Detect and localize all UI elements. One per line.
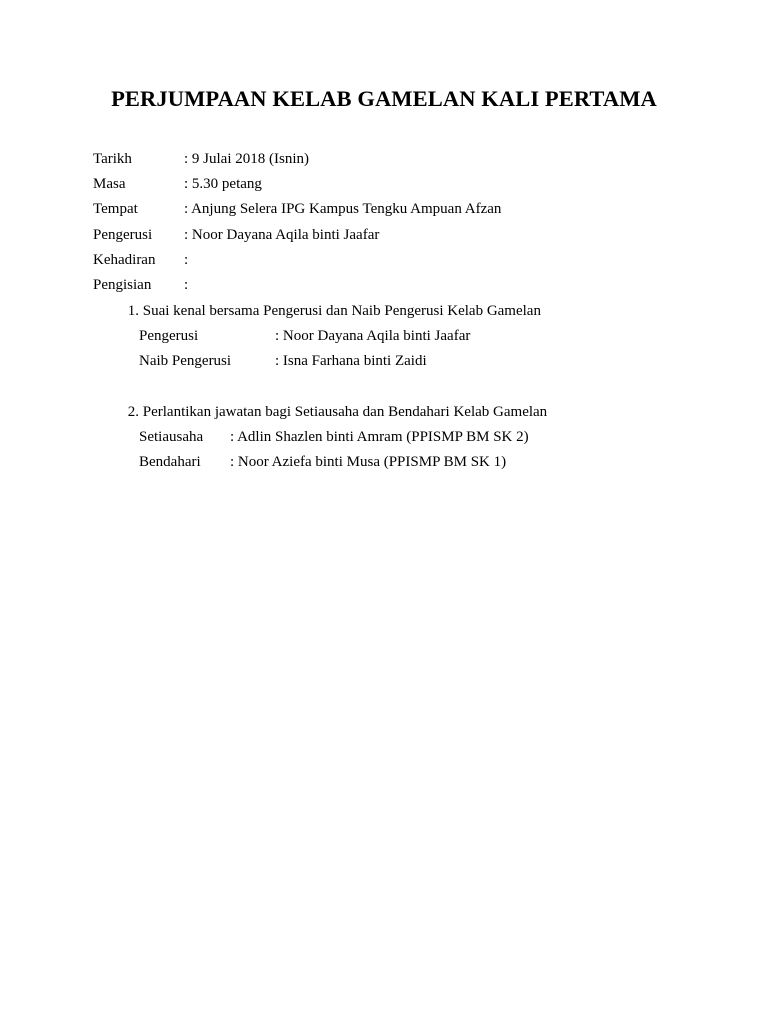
meta-value: :	[184, 276, 189, 293]
meta-label: Pengerusi	[93, 226, 153, 243]
meeting-details	[93, 150, 501, 301]
meta-label: Kehadiran	[93, 251, 156, 268]
agenda-detail-row	[93, 453, 547, 478]
meta-label: Masa	[93, 176, 126, 193]
detail-label: Naib Pengerusi	[139, 353, 232, 370]
agenda-list	[93, 302, 547, 478]
meta-row-pengerusi	[93, 226, 501, 251]
detail-value: : Noor Aziefa binti Musa (PPISMP BM SK 1)	[230, 453, 507, 470]
meta-value: : 9 Julai 2018 (Isnin)	[184, 151, 309, 167]
meta-label: Tarikh	[93, 151, 132, 167]
agenda-detail-row	[93, 327, 547, 352]
agenda-detail-row	[93, 428, 547, 453]
meta-row-masa	[93, 175, 501, 200]
agenda-item-number: 1.	[127, 303, 139, 319]
agenda-item-heading	[93, 302, 547, 327]
agenda-item-number: 2.	[127, 403, 139, 420]
meta-row-tarikh	[93, 150, 501, 175]
meta-label: Pengisian	[93, 276, 152, 293]
detail-label: Pengerusi	[139, 328, 199, 345]
document-title: PERJUMPAAN KELAB GAMELAN KALI PERTAMA	[111, 86, 657, 111]
agenda-item	[93, 302, 547, 378]
agenda-item-heading	[93, 403, 547, 428]
agenda-item	[93, 403, 547, 479]
detail-label: Setiausaha	[139, 428, 204, 445]
detail-label: Bendahari	[139, 453, 201, 470]
meta-value: : Noor Dayana Aqila binti Jaafar	[184, 226, 380, 243]
meta-row-kehadiran	[93, 251, 501, 276]
meta-value: : 5.30 petang	[184, 176, 262, 193]
meta-row-tempat	[93, 200, 501, 225]
meta-label: Tempat	[93, 201, 138, 218]
agenda-item-text: Perlantikan jawatan bagi Setiausaha dan Bendahari Kelab Gamelan	[142, 403, 548, 420]
agenda-detail-row	[93, 352, 547, 377]
detail-value: : Adlin Shazlen binti Amram (PPISMP BM SK 2)	[230, 428, 529, 445]
meta-value: : Anjung Selera IPG Kampus Tengku Ampuan Afzan	[184, 201, 502, 218]
meta-value: :	[184, 251, 189, 268]
meta-row-pengisian	[93, 276, 501, 301]
detail-value: : Noor Dayana Aqila binti Jaafar	[275, 328, 471, 345]
agenda-item-text: Suai kenal bersama Pengerusi dan Naib Pengerusi Kelab Gamelan	[142, 303, 541, 319]
detail-value: : Isna Farhana binti Zaidi	[275, 353, 427, 370]
